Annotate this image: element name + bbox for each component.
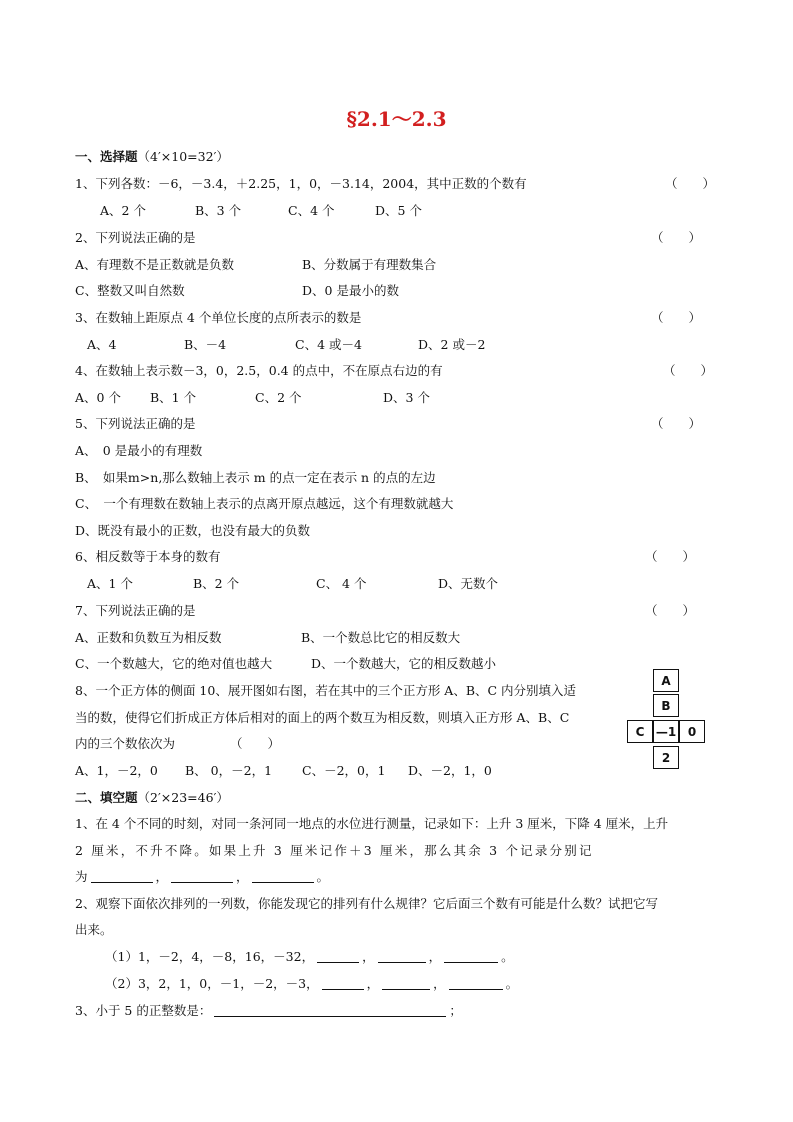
q6-answer-paren: （ ） bbox=[645, 549, 696, 564]
cube-cell-zero: 0 bbox=[679, 720, 705, 743]
fill-q3-text: 3、小于 5 的正整数是： bbox=[75, 1003, 212, 1018]
q8-stem-line-2: 当的数，使得它们折成正方体后相对的面上的两个数互为相反数，则填入正方形 A、B、C bbox=[75, 710, 570, 725]
fill-q2-seq2-text: （2）3，2，1，0，－1，－2，－3， bbox=[105, 976, 319, 991]
q8-option-b: B、 0，－2，1 bbox=[185, 763, 273, 778]
q7-option-a: A、正数和负数互为相反数 bbox=[75, 630, 222, 645]
q8-option-a: A、1，－2，0 bbox=[75, 763, 158, 778]
fill-q2-seq1-blank-2[interactable] bbox=[378, 949, 426, 963]
cube-net-figure bbox=[625, 669, 735, 770]
q6-option-d: D、无数个 bbox=[438, 576, 499, 591]
cube-cell-c: C bbox=[627, 720, 653, 743]
fill-q3-end: ； bbox=[449, 1003, 462, 1018]
fill-q1-line-1: 1、在 4 个不同的时刻，对同一条河同一地点的水位进行测量，记录如下：上升 3 厘米，下降 4 厘米，上升 bbox=[75, 816, 669, 831]
q4-option-c: C、2 个 bbox=[255, 390, 302, 405]
q4-option-d: D、3 个 bbox=[383, 390, 430, 405]
fill-q2-seq1-end: 。 bbox=[501, 949, 514, 964]
q7-answer-paren: （ ） bbox=[645, 603, 696, 618]
q4-stem: 4、在数轴上表示数－3，0，2.5，0.4 的点中，不在原点右边的有 bbox=[75, 363, 443, 378]
fill-q1-blank-1[interactable] bbox=[91, 869, 153, 883]
q8-option-c: C、－2，0，1 bbox=[302, 763, 386, 778]
q1-option-a: A、2 个 bbox=[100, 203, 146, 218]
q1-stem: 1、下列各数：－6，－3.4，＋2.25，1，0，－3.14，2004，其中正数的个数有 bbox=[75, 176, 527, 191]
fill-q1-line-3 bbox=[75, 867, 329, 885]
q3-answer-paren: （ ） bbox=[651, 310, 702, 325]
section-one-score: （4′×10=32′） bbox=[137, 149, 229, 164]
fill-q1-sep-1: ， bbox=[155, 869, 169, 884]
section-two-score: （2′×23=46′） bbox=[137, 790, 229, 805]
q8-option-d: D、－2，1，0 bbox=[408, 763, 492, 778]
q6-option-b: B、2 个 bbox=[193, 576, 240, 591]
section-two-title: 二、填空题 bbox=[75, 790, 138, 805]
fill-q1-prefix: 为 bbox=[75, 869, 88, 884]
fill-q2-seq2-sep-1: ， bbox=[366, 976, 380, 991]
q2-answer-paren: （ ） bbox=[651, 230, 702, 245]
q3-option-a: A、4 bbox=[87, 337, 117, 352]
page-title: §2.1～2.3 bbox=[346, 107, 447, 131]
cube-cell-b: B bbox=[653, 694, 679, 717]
fill-q2-seq1-sep-2: ， bbox=[428, 949, 442, 964]
fill-q1-blank-2[interactable] bbox=[171, 869, 233, 883]
fill-q2-seq2-sep-2: ， bbox=[433, 976, 446, 991]
fill-q1-sep-2: ， bbox=[236, 869, 249, 884]
fill-q1-end: 。 bbox=[316, 869, 330, 884]
q8-answer-paren: （ ） bbox=[230, 736, 281, 751]
section-one-heading bbox=[75, 147, 229, 165]
q2-option-b: B、分数属于有理数集合 bbox=[302, 257, 437, 272]
fill-q2-seq2-end: 。 bbox=[505, 976, 519, 991]
cube-cell-two: 2 bbox=[653, 746, 679, 769]
fill-q2-seq2-blank-1[interactable] bbox=[322, 976, 364, 990]
fill-q2-seq2-blank-3[interactable] bbox=[449, 976, 503, 990]
fill-q2-line-1: 2、观察下面依次排列的一列数，你能发现它的排列有什么规律？它后面三个数有可能是什么数？试把它写 bbox=[75, 896, 658, 911]
section-one-title: 一、选择题 bbox=[75, 149, 138, 164]
q7-stem: 7、下列说法正确的是 bbox=[75, 603, 196, 618]
q4-option-b: B、1 个 bbox=[150, 390, 197, 405]
q5-option-c: C、 一个有理数在数轴上表示的点离开原点越远，这个有理数就越大 bbox=[75, 496, 454, 511]
fill-q3-blank[interactable] bbox=[214, 1003, 446, 1017]
q5-option-a: A、 0 是最小的有理数 bbox=[75, 443, 203, 458]
fill-q2-sequence-1 bbox=[105, 947, 514, 965]
cube-cell-minus-one: —1 bbox=[653, 720, 679, 743]
section-two-heading bbox=[75, 788, 229, 806]
q3-option-b: B、－4 bbox=[184, 337, 227, 352]
q5-option-d: D、既没有最小的正数，也没有最大的负数 bbox=[75, 523, 311, 538]
q5-option-b: B、 如果m>n,那么数轴上表示 m 的点一定在表示 n 的点的左边 bbox=[75, 470, 436, 485]
fill-q2-seq1-blank-3[interactable] bbox=[444, 949, 498, 963]
q2-stem: 2、下列说法正确的是 bbox=[75, 230, 196, 245]
q5-answer-paren: （ ） bbox=[651, 416, 702, 431]
q1-option-c: C、4 个 bbox=[288, 203, 335, 218]
q4-answer-paren: （ ） bbox=[663, 363, 714, 378]
q2-option-a: A、有理数不是正数就是负数 bbox=[75, 257, 235, 272]
q4-option-a: A、0 个 bbox=[75, 390, 121, 405]
fill-q1-line-2: 2 厘米，不升不降。如果上升 3 厘米记作＋3 厘米，那么其余 3 个记录分别记 bbox=[75, 843, 594, 858]
fill-q3-line bbox=[75, 1001, 462, 1019]
q3-option-d: D、2 或－2 bbox=[418, 337, 486, 352]
fill-q2-seq1-text: （1）1，－2，4，－8，16，－32， bbox=[105, 949, 315, 964]
fill-q2-sequence-2 bbox=[105, 974, 518, 992]
q6-stem: 6、相反数等于本身的数有 bbox=[75, 549, 221, 564]
fill-q2-seq2-blank-2[interactable] bbox=[382, 976, 430, 990]
q2-option-c: C、整数又叫自然数 bbox=[75, 283, 185, 298]
q5-stem: 5、下列说法正确的是 bbox=[75, 416, 196, 431]
q2-option-d: D、0 是最小的数 bbox=[302, 283, 399, 298]
q8-stem-line-1: 8、一个正方体的侧面 10、展开图如右图，若在其中的三个正方形 A、B、C 内分别填入适 bbox=[75, 683, 577, 698]
q3-stem: 3、在数轴上距原点 4 个单位长度的点所表示的数是 bbox=[75, 310, 362, 325]
q7-option-d: D、一个数越大，它的相反数越小 bbox=[311, 656, 497, 671]
q7-option-b: B、一个数总比它的相反数大 bbox=[301, 630, 461, 645]
q8-stem-line-3: 内的三个数依次为 bbox=[75, 736, 176, 751]
fill-q2-line-2: 出来。 bbox=[75, 922, 113, 937]
q1-option-d: D、5 个 bbox=[375, 203, 422, 218]
fill-q1-blank-3[interactable] bbox=[252, 869, 314, 883]
q1-answer-paren: （ ） bbox=[665, 176, 716, 191]
q6-option-a: A、1 个 bbox=[87, 576, 133, 591]
q3-option-c: C、4 或－4 bbox=[295, 337, 362, 352]
fill-q2-seq1-blank-1[interactable] bbox=[317, 949, 359, 963]
q6-option-c: C、 4 个 bbox=[316, 576, 367, 591]
fill-q2-seq1-sep-1: ， bbox=[362, 949, 375, 964]
cube-cell-a: A bbox=[653, 669, 679, 692]
q7-option-c: C、一个数越大，它的绝对值也越大 bbox=[75, 656, 273, 671]
q1-option-b: B、3 个 bbox=[195, 203, 242, 218]
